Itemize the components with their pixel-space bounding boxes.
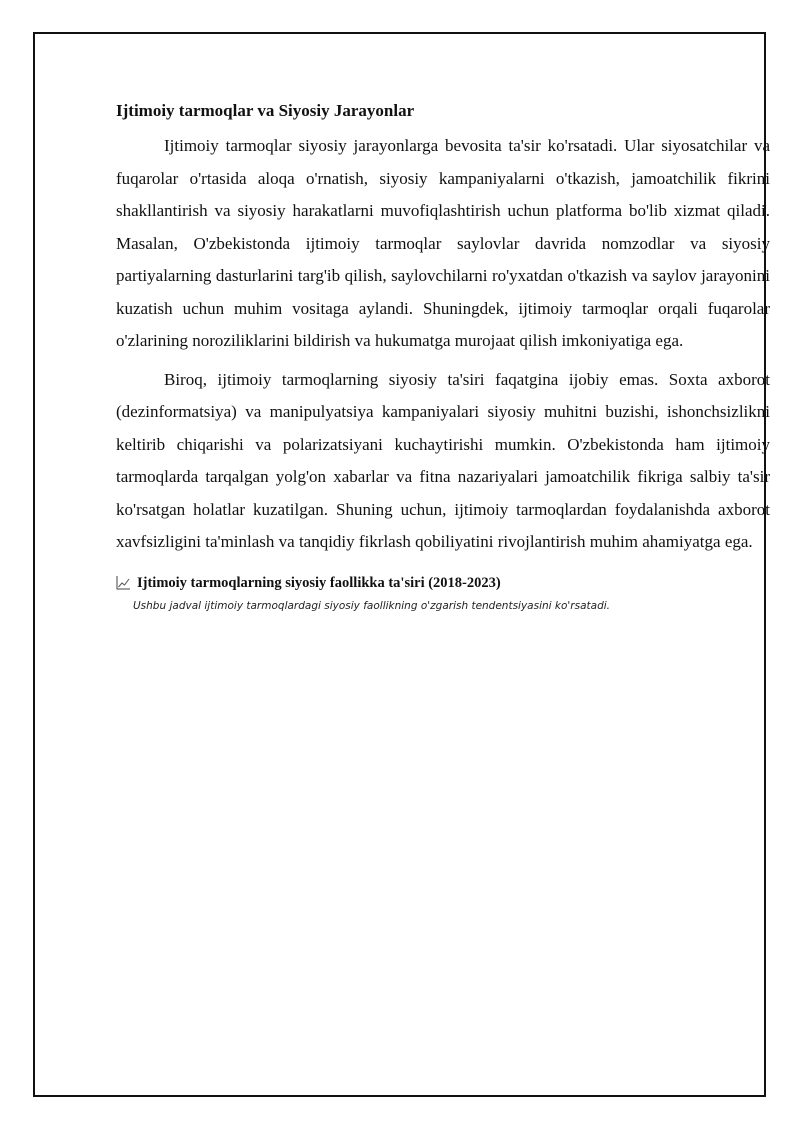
figure-caption: Ushbu jadval ijtimoiy tarmoqlardagi siyosiy faollikning o'zgarish tendentsiyasini ko'rsatadi. [133, 599, 610, 612]
chart-line-icon [116, 575, 131, 590]
figure-block [116, 573, 770, 615]
section-heading: Ijtimoiy tarmoqlar va Siyosiy Jarayonlar [116, 101, 415, 120]
paragraph-2: Biroq, ijtimoiy tarmoqlarning siyosiy ta'siri faqatgina ijobiy emas. Soxta axborot (dezinformatsiya) va manipulyatsiya kampaniyalari siyosiy muhitni buzishi, ishonchsizlikni keltirib chiqarishi va polarizatsiyani kuchaytirishi mumkin. O'zbekistonda ham ijtimoiy tarmoqlarda tarqalgan yolg'on xabarlar va fitna nazariyalari jamoatchilik fikriga salbiy ta'sir ko'rsatgan holatlar kuzatilgan. Shuning uchun, ijtimoiy tarmoqlardan foydalanishda axborot xavfsizligini ta'minlash va tanqidiy fikrlash qobiliyatini rivojlantirish muhim ahamiyatga ega. [116, 369, 770, 551]
document-body [116, 100, 770, 615]
figure-title: Ijtimoiy tarmoqlarning siyosiy faollikka ta'siri (2018-2023) [137, 574, 501, 591]
figure-title-row [116, 573, 770, 593]
paragraph-1: Ijtimoiy tarmoqlar siyosiy jarayonlarga bevosita ta'sir ko'rsatadi. Ular siyosatchilar va fuqarolar o'rtasida aloqa o'rnatish, siyosiy kampaniyalarni o'tkazish, jamoatchilik fikrini shakllantirish va siyosiy harakatlarni muvofiqlashtirish uchun platforma bo'lib xizmat qiladi. Masalan, O'zbekistonda ijtimoiy tarmoqlar saylovlar davrida nomzodlar va siyosiy partiyalarning dasturlarini targ'ib qilish, saylovchilarni ro'yxatdan o'tkazish va saylov jarayonini kuzatish uchun muhim vositaga aylandi. Shuningdek, ijtimoiy tarmoqlar orqali fuqarolar o'zlarining noroziliklarini bildirish va hukumatga murojaat qilish imkoniyatiga ega. [116, 136, 770, 350]
